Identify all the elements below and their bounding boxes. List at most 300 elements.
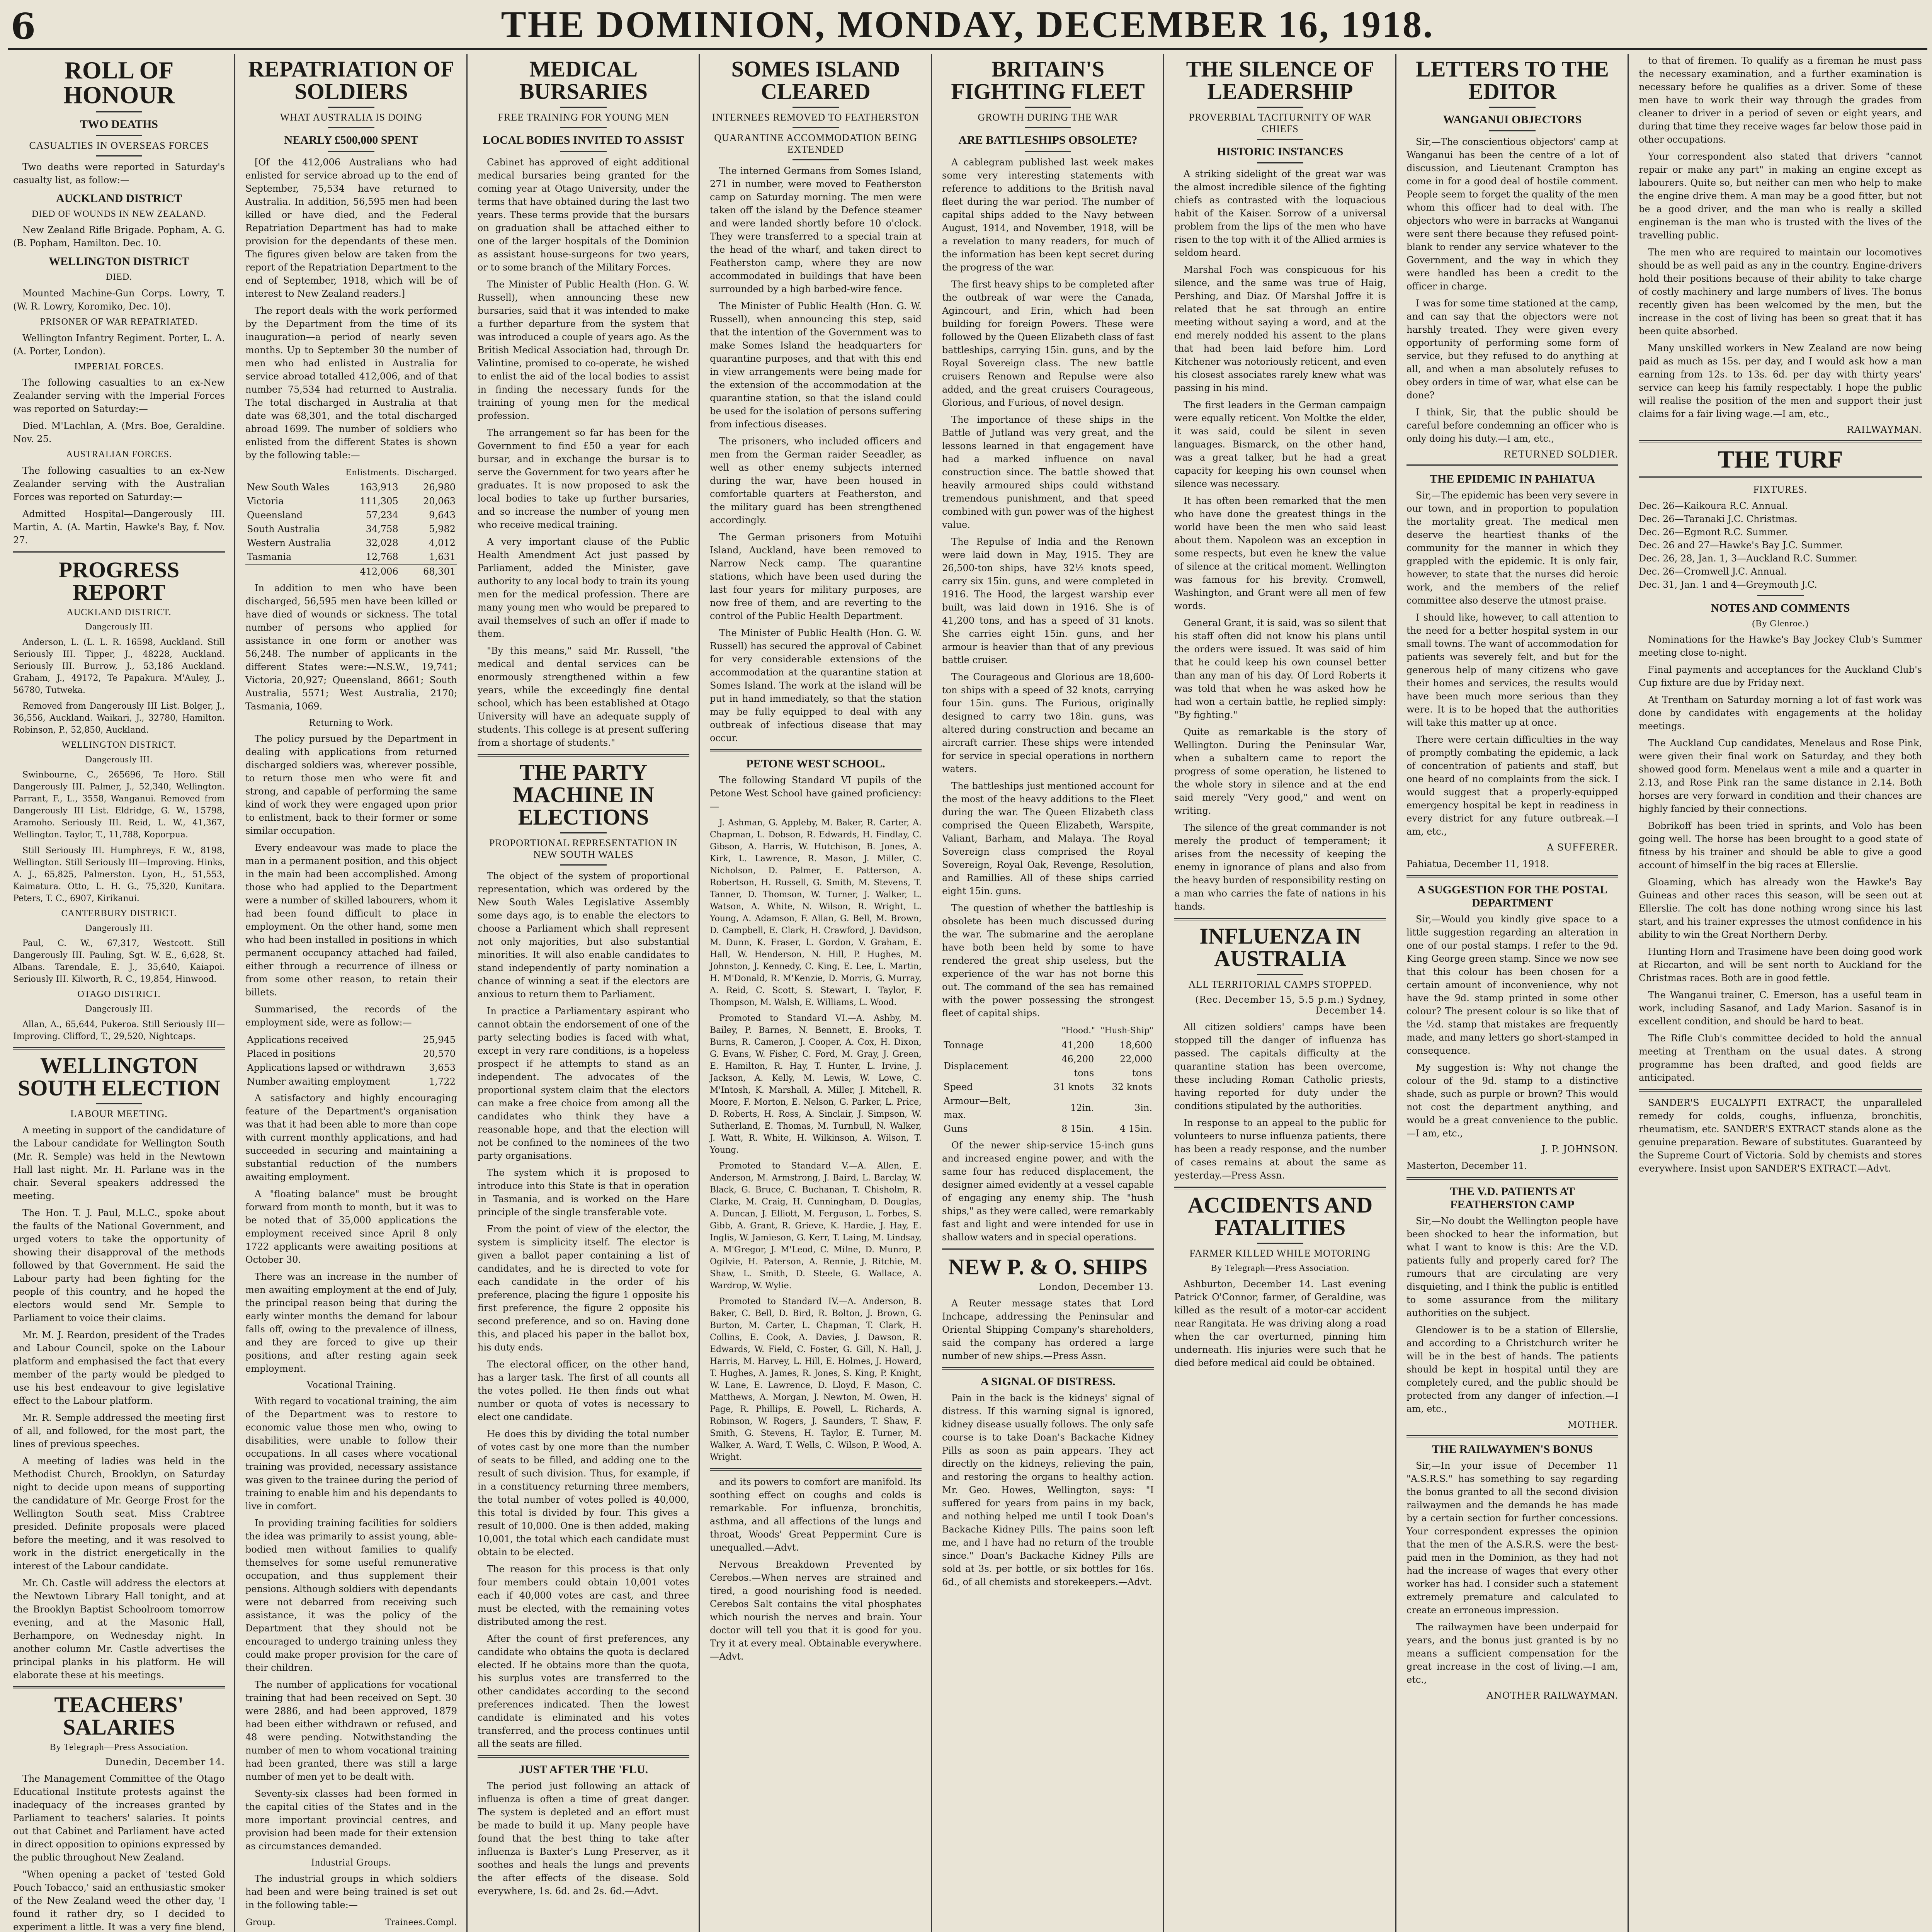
article-paragraph: My suggestion is: Why not change the colour of the 9d. stamp to a distinctive shade, such as purple or brown? This would not cost the department anything, and would be a great convenience to the public.—I am, etc.,	[1406, 1062, 1618, 1139]
fixture-item: Dec. 26—Taranaki J.C. Christmas.	[1639, 513, 1798, 524]
column-2	[240, 54, 463, 1932]
divider	[1406, 1435, 1618, 1437]
fixture-item: Dec. 26—Kaikoura R.C. Annual.	[1639, 500, 1788, 511]
table-cell: Tasmania	[247, 551, 292, 562]
section-subheading: WELLINGTON DISTRICT.	[61, 740, 177, 750]
article-paragraph: With regard to vocational training, the aim of the Department was to restore to economic value those men who, owing to disabilities, were unable to follow their occupations. In all cases where vocational training was provided, necessary assistance was given to the trainee during the period of training to enable him and his dependants to live in comfort.	[245, 1395, 457, 1512]
table-header-cell	[942, 1024, 1037, 1038]
table-cell: Applications lapsed or withdrawn	[247, 1062, 405, 1073]
table-row	[245, 550, 457, 564]
article-paragraph: The first heavy ships to be completed after the outbreak of war were the Canada, Agincourt, and Erin, which had been building for foreign Powers. These were followed by the Queen Elizabeth class of fast battleships, carrying 15in. guns, and by the Royal Sovereign class. The new battle cruisers Renown and Repulse were also added, and the great cruisers Courageous, Glorious, and Furious, of novel design.	[942, 279, 1154, 408]
table-row	[245, 494, 457, 508]
article-paragraph: Admitted Hospital—Dangerously III. Martin, A. (A. Martin, Hawke's Bay, f. Nov. 27.	[13, 508, 225, 546]
column-rule	[1628, 54, 1629, 1932]
table-cell: 57,234	[366, 509, 398, 520]
divider	[96, 155, 142, 156]
table-cell: 18,600	[1120, 1039, 1152, 1051]
divider	[96, 111, 142, 112]
table-cell: 4 15in.	[1119, 1123, 1152, 1134]
table-cell: 1,631	[429, 551, 456, 562]
column-rule	[466, 54, 468, 1932]
article-paragraph: All citizen soldiers' camps have been stopped till the danger of influenza has passed. The capitals difficulty at the quarantine station has been overcome, these including Roman Catholic priests, having reported for duty under the conditions stipulated by the authorities.	[1174, 1021, 1386, 1111]
article-deck: WHAT AUSTRALIA IS DOING	[280, 112, 423, 123]
divider	[1025, 127, 1071, 128]
fixture-item: Dec. 26—Cromwell J.C. Annual.	[1639, 566, 1787, 577]
column-rule	[931, 54, 932, 1932]
article-deck: LABOUR MEETING.	[70, 1108, 168, 1119]
article-paragraph: Final payments and acceptances for the Auckland Club's Cup fixture are due by Friday next.	[1639, 664, 1922, 689]
advertisement-text: The period just following an attack of influenza is often a time of great danger. The system is depleted and an effort must be made to build it up. Many people have found that the best thing to take after influenza is Baxter's Lung Preserver, as it soothes and heals the lungs and prevents the after effects of the disease. Sold everywhere, 1s. 6d. and 2s. 6d.—Advt.	[478, 1780, 689, 1896]
divider	[560, 127, 607, 128]
table-cell: 31 knots	[1053, 1081, 1094, 1092]
article-paragraph: Mr. R. Semple addressed the meeting first of all, and followed, for the most part, the lines of previous speeches.	[13, 1412, 225, 1449]
fixture-item: Dec. 26 and 27—Hawke's Bay J.C. Summer.	[1639, 539, 1843, 551]
article-paragraph: The report deals with the work performed by the Department from the time of its inauguration—a period of nearly seven months. Up to September 30 the number of men who had enlisted in Australia for service abroad totalled 412,006, and of that number 75,534 had returned to Australia. The total discharged in Australia at that date was 68,301, and the total discharged abroad 1699. The number of soldiers who enlisted from the different States is shown by the following table:—	[245, 305, 457, 461]
column-8	[1633, 54, 1927, 1932]
advertisement-text: Pain in the back is the kidneys' signal of distress. If this warning signal is ignored, kidney disease usually follows. The only safe course is to take Doan's Backache Kidney Pills as soon as pain appears. They act directly on the kidneys, relieving the pain, and restoring the organs to healthy action. Mr. Geo. Howes, Wellington, says: "I suffered for years from pains in my back, and nothing helped me until I took Doan's Backache Kidney Pills. The pains soon left me, and I have had no return of the trouble since." Doan's Backache Kidney Pills are sold at 3s. per bottle, or six bottles for 16s. 6d., of all chemists and storekeepers.—Advt.	[942, 1392, 1154, 1587]
table-cell: 412,006	[340, 564, 400, 578]
column-rule	[699, 54, 700, 1932]
table-cell	[245, 564, 340, 578]
table-row	[245, 536, 457, 550]
table-cell: 163,913	[360, 481, 398, 493]
table-cell: 3in.	[1134, 1102, 1152, 1113]
table-cell: 68,301	[400, 564, 457, 578]
table-row	[245, 1047, 457, 1061]
divider	[1406, 1177, 1618, 1180]
column-1	[8, 54, 230, 1932]
article-paragraph: The railwaymen have been underpaid for years, and the bonus just granted is by no means a sufficient compensation for the great increase in the cost of living.—I am, etc.,	[1406, 1622, 1618, 1685]
section-heading: WELLINGTON DISTRICT	[49, 255, 189, 268]
article-paragraph: A Reuter message states that Lord Inchcape, addressing the Peninsular and Oriental Shipping Company's shareholders, said the company has ordered a large number of new ships.—Press Assn.	[942, 1298, 1154, 1361]
section-subheading: CANTERBURY DISTRICT.	[61, 908, 177, 919]
letter-date: Masterton, December 11.	[1406, 1160, 1527, 1171]
article-headline: LETTERS TO THE EDITOR	[1416, 56, 1609, 104]
divider	[1257, 1243, 1303, 1244]
section-subheading: OTAGO DISTRICT.	[77, 989, 161, 1000]
table-header-row	[245, 466, 457, 480]
article-paragraph: The following casualties to an ex-New Zealander serving with the Australian Forces was reported on Saturday:—	[13, 465, 225, 502]
divider	[942, 1248, 1154, 1251]
divider	[560, 151, 607, 152]
article-paragraph: [Of the 412,006 Australians who had enlisted for service abroad up to the end of September, 75,534 have returned to Australia. In addition, 56,595 men had been killed or have died, and the Federal Repatriation Department has had to make provision for the dependants of these men. The figures given below are taken from the report of the Repatriation Department to the end of September, 1918, which will be of interest to New Zealand readers.]	[245, 156, 457, 299]
article-headline: SOMES ISLAND CLEARED	[731, 56, 900, 104]
column-7	[1401, 54, 1624, 1932]
table-cell: South Australia	[247, 523, 320, 534]
section-subheading: DIED.	[105, 272, 133, 282]
article-paragraph: A very important clause of the Public Health Amendment Act just passed by Parliament, added the Minister, gave authority to any local body to train its young men for the medical profession. There are many young men who would be prepared to avail themselves of such an offer if made to them.	[478, 536, 689, 639]
article-paragraph: The policy pursued by the Department in dealing with applications from returned discharged soldiers was, wherever possible, to return those men who were fit and strong, and capable of performing the same kind of work they were engaged upon prior to enlistment, back to their former or some similar occupation.	[245, 733, 457, 836]
section-subheading: AUCKLAND DISTRICT.	[66, 607, 172, 617]
name-list: Promoted to Standard VI.—A. Ashby, M. Bailey, P. Barnes, N. Bennett, E. Brooks, T. Burns, R. Cameron, J. Cooper, A. Cox, H. Dixon, G. Evans, W. Fisher, C. Ford, M. Gray, J. Green, E. Hamilton, R. Hay, T. Hunter, L. Irvine, J. Jackson, A. Kelly, M. Lewis, W. Lowe, C. M'Intosh, K. Marshall, A. Miller, J. Mitchell, R. Moore, F. Morton, E. Nelson, G. Parker, L. Price, D. Roberts, H. Ross, A. Sinclair, J. Simpson, W. Sutherland, E. Thomas, M. Turnbull, N. Walker, J. Watt, R. White, H. Wilkinson, A. Wilson, T. Young.	[710, 1013, 922, 1155]
article-headline: NEW P. & O. SHIPS	[948, 1254, 1148, 1279]
table-cell: 12,768	[366, 551, 398, 562]
table-header-cell: "Hood."	[1061, 1026, 1095, 1036]
section-subheading: Returning to Work.	[309, 716, 394, 728]
article-paragraph: The battleships just mentioned account for the most of the heavy additions to the Fleet during the war. The Queen Elizabeth class comprised the Queen Elizabeth, Warspite, Valiant, Barham, and Malaya. The Royal Sovereign class comprised the Royal Sovereign, Royal Oak, Revenge, Resolution, and Ramillies. All of these ships carried eight 15in. guns.	[942, 780, 1154, 896]
section-heading: THE EPIDEMIC IN PAHIATUA	[1429, 473, 1595, 485]
divider	[1639, 1089, 1922, 1092]
divider	[560, 832, 607, 833]
article-deck: INTERNEES REMOVED TO FEATHERSTON	[712, 112, 920, 123]
article-paragraph: Sir,—No doubt the Wellington people have been shocked to hear the information, but what I want to know is this: Are the V.D. patients fully and properly cared for? The rumours that are circulating are very disquieting, and I think the public is entitled to some assurance from the military authorities on the subject.	[1406, 1216, 1618, 1318]
table-row	[245, 522, 457, 536]
industrial-groups-table	[245, 1915, 457, 1932]
article-deck: TWO DEATHS	[80, 118, 158, 131]
article-paragraph: The men who are required to maintain our locomotives should be as well paid as any in the country. Engine-drivers hold their positions because of their ability to take charge of costly machinery and large numbers of lives. The bonus recently given has been welcomed by the men, but the increase in the cost of living has been so great that it has been quite absorbed.	[1639, 247, 1922, 337]
section-heading: AUCKLAND DISTRICT	[56, 192, 182, 205]
article-paragraph: A meeting of ladies was held in the Methodist Church, Brooklyn, on Saturday night to decide upon means of supporting the candidature of Mr. George Frost for the Wellington South seat. Miss Crabtree presided. Definite proposals were placed before the meeting, and it was resolved to work in the district energetically in the interest of the Labour candidate.	[13, 1455, 225, 1571]
article-paragraph: The German prisoners from Motuihi Island, Auckland, have been removed to Narrow Neck camp. The quarantine stations, which have been used during the last four years for military purposes, are now free of them, and are reverting to the control of the Public Health Department.	[710, 531, 922, 621]
article-paragraph: Every endeavour was made to place the man in a permanent position, and this object in the main had been accomplished. Among those who had applied to the Department were a number of skilled labourers, whom it had been found difficult to place in employment. On the other hand, some men who had been installed in positions in which permanent occupancy attached had failed, either through a recurrence of illness or from some other reason, to retain their billets.	[245, 842, 457, 998]
fixture-item: Dec. 31, Jan. 1 and 4—Greymouth J.C.	[1639, 579, 1817, 590]
article-paragraph: Anderson, L. (L. L. R. 16598, Auckland. Still Seriously III. Tipper, J., 48228, Auckland. Seriously III. Burrow, J., 53,186 Auckland. Graham, J., 49172, Te Papakura. M'Auley, J., 56780, Tutweka.	[13, 638, 225, 696]
article-dateline: London, December 13.	[1039, 1281, 1154, 1292]
divider	[710, 749, 922, 752]
advertisement-text: SANDER'S EUCALYPTI EXTRACT, the unparalleled remedy for colds, coughs, influenza, bronchitis, rheumatism, etc. SANDER'S EXTRACT stands alone as the genuine preparation. Beware of substitutes. Guaranteed by the Supreme Court of Victoria. Sold by chemists and stores everywhere. Insist upon SANDER'S EXTRACT.—Advt.	[1639, 1097, 1922, 1174]
article-paragraph: In addition to men who have been discharged, 56,595 men have been killed or have died of wounds or sickness. The total number of persons who applied for assistance in one form or another was 56,248. The number of applicants in the different States were:—N.S.W., 19,741; Victoria, 20,927; Queensland, 8661; South Australia, 5571; West Australia, 2170; Tasmania, 1069.	[245, 582, 457, 712]
advertisement-text: and its powers to comfort are manifold. Its soothing effect on coughs and colds is remarkable. For influenza, bronchitis, asthma, and all affections of the lungs and throat, Woods' Great Peppermint Cure is unequalled.—Advt.	[710, 1476, 922, 1553]
divider	[1257, 974, 1303, 975]
article-paragraph: I should like, however, to call attention to the need for a better hospital system in our small towns. The want of accommodation for patients was severely felt, and but for the generous help of many citizens who gave their homes and services, the results would have been much more serious than they were. It is to be hoped that the authorities will take this matter up at once.	[1406, 612, 1618, 728]
article-paragraph: He does this by dividing the total number of votes cast by one more than the number of seats to be filled, and adding one to the result of such division. Thus, for example, if in a constituency returning three members, the total number of votes polled is 40,000, this total is divided by four. This gives a result of 10,000. One is then added, making 10,001, the total which each candidate must obtain to be elected.	[478, 1428, 689, 1558]
table-row	[245, 1033, 457, 1047]
divider	[793, 107, 839, 108]
article-byline: By Telegraph—Press Association.	[1211, 1263, 1350, 1273]
article-paragraph: At Trentham on Saturday morning a lot of fast work was done by candidates with engagements at the holiday meetings.	[1639, 694, 1922, 732]
divider	[560, 864, 607, 866]
article-paragraph: The system which it is proposed to introduce into this State is that in operation in Tasmania, and is worked on the Hare principle of the single transferable vote.	[478, 1167, 689, 1218]
table-header-cell: Compl.	[426, 1917, 457, 1927]
article-paragraph: New Zealand Rifle Brigade. Popham, A. G. (B. Popham, Hamilton. Dec. 10.	[13, 224, 225, 249]
table-cell: 12in.	[1070, 1102, 1094, 1113]
section-heading: NOTES AND COMMENTS	[1711, 601, 1850, 614]
table-row	[245, 1930, 457, 1932]
letter-signature: RETURNED SOLDIER.	[1503, 449, 1618, 460]
article-headline: BRITAIN'S FIGHTING FLEET	[951, 56, 1145, 104]
table-cell: 5,982	[429, 523, 456, 534]
section-heading: PETONE WEST SCHOOL.	[746, 757, 885, 770]
article-paragraph: The first leaders in the German campaign were equally reticent. Von Moltke the elder, it was said, could be silent in seven languages. Bismarck, on the other hand, was a great talker, but he had a great capacity for keeping his own counsel when silence was necessary.	[1174, 399, 1386, 489]
article-paragraph: Still Seriously III. Humphreys, F. W., 8198, Wellington. Still Seriously III—Improving. Hinks, A. J., 65,825, Palmerston. Lyon, H., 51,553, Kaimatura. Otto, L. H. G., 75,320, Kunitara. Peters, T. C., 6907, Kirikanui.	[13, 846, 225, 904]
divider	[478, 754, 689, 757]
article-paragraph: The importance of these ships in the Battle of Jutland was very great, and the lessons learned in that engagement have had a marked influence on naval construction since. The battle showed that heavily armoured ships could withstand tremendous punishment, and that speed combined with gun power was of the highest value.	[942, 414, 1154, 530]
article-headline: TEACHERS' SALARIES	[54, 1692, 184, 1740]
article-paragraph: There were certain difficulties in the way of promptly combating the epidemic, a lack of concentration of patients and staff, but one heard of no complaints from the sick. I would suggest that a properly-equipped emergency hospital be kept in readiness in every district for any future outbreak.—I am, etc.,	[1406, 734, 1618, 837]
article-paragraph: I was for some time stationed at the camp, and can say that the objectors were not harshly treated. They were given every opportunity of performing some form of service, but they refused to do anything at all, and when a man absolutely refuses to obey orders in time of war, what else can be done?	[1406, 298, 1618, 401]
article-dateline: (Rec. December 15, 5.5 p.m.) Sydney, December 14.	[1195, 994, 1386, 1016]
table-header-cell: Group.	[246, 1917, 276, 1927]
name-list: Promoted to Standard V.—A. Allen, E. Anderson, M. Armstrong, J. Baird, L. Barclay, W. Black, G. Bruce, C. Buchanan, T. Chisholm, R. Clarke, M. Craig, H. Cunningham, D. Douglas, A. Duncan, J. Elliott, M. Ferguson, L. Forbes, S. Gibb, A. Grant, R. Grieve, K. Hardie, J. Hay, E. Inglis, W. Jamieson, G. Kerr, T. Laing, M. Lindsay, A. M'Gregor, J. M'Leod, C. Milne, D. Munro, P. Ogilvie, H. Paterson, A. Rennie, J. Ritchie, M. Shaw, L. Smith, D. Steele, G. Wallace, A. Wardrop, W. Wylie.	[710, 1161, 922, 1291]
section-subheading: Dangerously III.	[85, 923, 153, 933]
divider	[1757, 595, 1804, 596]
article-paragraph: General Grant, it is said, was so silent that his staff often did not know his plans until the orders were issued. It was said of him that he could keep his own counsel better than any man of his day. Of Lord Roberts it was told that when he was asked how he had won a certain battle, he replied simply: "By fighting."	[1174, 617, 1386, 720]
article-paragraph: Your correspondent also stated that drivers "cannot repair or make any part" in making an engine except as labourers. Quite so, but neither can men who help to make the engine drive them. A man may be a good fitter, but not be a good driver, and the man who is really a skilled engineman is the man who is trusted with the lives of the travelling public.	[1639, 151, 1922, 241]
article-paragraph: A meeting in support of the candidature of the Labour candidate for Wellington South (Mr. R. Semple) was held in the Newtown Hall last night. Mr. H. Parlane was in the chair. Several speakers addressed the meeting.	[13, 1124, 225, 1201]
article-paragraph: Marshal Foch was conspicuous for his silence, and the same was true of Haig, Pershing, and Diaz. Of Marshal Joffre it is related that he sat through an entire meeting without saying a word, and at the end merely nodded his assent to the plans that had been laid before him. Lord Kitchener was notoriously reticent, and even his closest associates rarely knew what was passing in his mind.	[1174, 264, 1386, 393]
table-cell: 46,200 tons	[1061, 1053, 1094, 1078]
article-paragraph: From the point of view of the elector, the system is simplicity itself. The elector is given a ballot paper containing a list of candidates, and he is directed to vote for each candidate in the order of his preference, placing the figure 1 opposite his first preference, the figure 2 opposite his second preference, and so on. Having done this, and placed his paper in the ballot box, his duty ends.	[478, 1223, 689, 1353]
table-header-cell: Enlistments.	[345, 468, 400, 478]
article-deck: FREE TRAINING FOR YOUNG MEN	[498, 112, 669, 123]
table-header-cell: "Hush-Ship"	[1100, 1026, 1153, 1036]
article-paragraph: Glendower is to be a station of Ellerslie, and according to a Christchurch writer he will be in the best of hands. The patients should be kept in hospital until they are completely cured, and the public should be protected from any danger of infection.—I am, etc.,	[1406, 1325, 1618, 1414]
divider	[1639, 476, 1922, 479]
table-cell: Queensland	[247, 509, 303, 520]
table-row	[245, 1075, 457, 1088]
article-paragraph: There was an increase in the number of men awaiting employment at the end of July, the principal reason being that during the early winter months the demand for labour falls off, owing to the prevalence of illness, and they are forced to give up their positions, and after resting again seek employment.	[245, 1271, 457, 1374]
article-paragraph: A striking sidelight of the great war was the almost incredible silence of the fighting chiefs as contrasted with the loquacious habit of the Kaiser. Sorrow of a universal problem from the lips of the men who have risen to the top with it of the Allied armies is seldom heard.	[1174, 168, 1386, 258]
table-header-row	[942, 1024, 1154, 1038]
article-headline: ACCIDENTS AND FATALITIES	[1187, 1192, 1373, 1240]
table-cell: 34,758	[366, 523, 398, 534]
table-cell: 41,200	[1061, 1039, 1094, 1051]
divider	[710, 1468, 922, 1471]
article-paragraph: "By this means," said Mr. Russell, "the medical and dental services can be enormously strengthened within a few years, while the exceedingly fine dental school, which has been established at Otago University will have an adequate supply of students. This college is at present suffering from a shortage of students."	[478, 645, 689, 748]
article-paragraph: The following casualties to an ex-New Zealander serving with the Imperial Forces was reported on Saturday:—	[13, 377, 225, 415]
table-cell: Number awaiting employment	[247, 1076, 390, 1087]
table-cell: 111,305	[360, 495, 398, 507]
divider	[328, 107, 374, 108]
article-paragraph: Seventy-six classes had been formed in the capital cities of the States and in the more important provincial centres, and provision had been made for their extension as circumstances demanded.	[245, 1788, 457, 1852]
article-paragraph: It has often been remarked that the men who have done the greatest things in the world have been the men who said least about them. Napoleon was an exception in some respects, but even he knew the value of silence at the critical moment. Wellington was famous for his brevity. Cromwell, Washington, and Grant were all men of few words.	[1174, 495, 1386, 611]
section-subheading: Dangerously III.	[85, 1004, 153, 1014]
divider	[13, 1047, 225, 1050]
table-cell: Speed	[944, 1081, 973, 1092]
article-deck: GROWTH DURING THE WAR	[978, 112, 1118, 123]
article-headline: ROLL OF HONOUR	[63, 56, 175, 109]
divider	[1174, 918, 1386, 920]
section-subheading: Industrial Groups.	[311, 1856, 391, 1868]
article-paragraph: Sir,—Would you kindly give space to a little suggestion regarding an alteration in one of our postal stamps. I refer to the 9d. King George green stamp. Since we now see that this colour has been chosen for a certain amount of inconvenience, why not have the 9d. stamp printed in some other colour? The present colour is so like that of the ½d. stamp that mistakes are frequently made, and many letters go short-stamped in consequence.	[1406, 914, 1618, 1056]
section-heading: THE RAILWAYMEN'S BONUS	[1432, 1443, 1593, 1456]
table-row	[245, 480, 457, 494]
column-rule	[1395, 54, 1396, 1932]
article-paragraph: Summarised, the records of the employment side, were as follow:—	[245, 1003, 457, 1028]
divider	[1025, 107, 1071, 108]
table-cell: 9,643	[429, 509, 456, 520]
fixture-item: Dec. 26—Egmont R.C. Summer.	[1639, 526, 1788, 537]
article-paragraph: The Wanganui trainer, C. Emerson, has a useful team in work, including Sasanof, and Lady Marion. Sasanof is in excellent condition, and should be hard to beat.	[1639, 990, 1922, 1027]
article-deck: PROVERBIAL TACITURNITY OF WAR CHIEFS	[1189, 112, 1372, 134]
section-subheading: PRISONER OF WAR REPATRIATED.	[40, 317, 198, 327]
divider	[793, 159, 839, 160]
divider	[1257, 107, 1303, 108]
article-paragraph: Two deaths were reported in Saturday's casualty list, as follow:—	[13, 161, 225, 185]
article-paragraph: In response to an appeal to the public for volunteers to nurse influenza patients, there has been a ready response, and the number of cases remains at about the same as yesterday.—Press Assn.	[1174, 1117, 1386, 1181]
column-5	[937, 54, 1159, 1932]
article-paragraph: Mounted Machine-Gun Corps. Lowry, T. (W. R. Lowry, Koromiko, Dec. 10).	[13, 288, 225, 312]
article-paragraph: The question of whether the battleship is obsolete has been much discussed during the war. The submarine and the aeroplane have both been held by some to have rendered the great ship useless, but the experience of the war has not borne this out. The command of the sea has remained with the power possessing the strongest fleet of capital ships.	[942, 902, 1154, 1019]
article-paragraph: The Courageous and Glorious are 18,600-ton ships with a speed of 32 knots, carrying four 15in. guns. The Furious, originally designed to carry two 18in. guns, was altered during construction and became an aircraft carrier. These ships were intended for service in special operations in northern waters.	[942, 671, 1154, 774]
article-paragraph: The interned Germans from Somes Island, 271 in number, were moved to Featherston camp on Saturday morning. The men were taken off the island by the Defence steamer and were landed shortly before 10 o'clock. They were transferred to a special train at the head of the wharf, and taken direct to Featherston camp, where they are now accommodated in buildings that have been surrounded by a high barbed-wire fence.	[710, 165, 922, 294]
table-cell: Victoria	[247, 495, 284, 507]
table-row	[942, 1122, 1154, 1136]
divider	[1257, 162, 1303, 163]
table-row	[942, 1038, 1154, 1052]
article-paragraph: Many unskilled workers in New Zealand are now being paid as much as 15s. per day, and I would ask how a man earning from 12s. to 13s. 6d. per day with thirty years' service can keep his family respectably. I hope the public will realise the position of the men and support their just claims for a fair living wage.—I am, etc.,	[1639, 343, 1922, 419]
enlistments-table	[245, 466, 457, 578]
divider	[13, 1686, 225, 1689]
column-3	[472, 54, 695, 1932]
article-paragraph: The arrangement so far has been for the Government to find £50 a year for each bursar, and in exchange the bursar is to serve the Government for two years after he graduates. It is now proposed to ask the local bodies to take up further bursaries, and so increase the number of young men who receive medical training.	[478, 427, 689, 530]
letter-signature: A SUFFERER.	[1547, 842, 1618, 853]
table-row	[942, 1094, 1154, 1122]
divider	[328, 127, 374, 128]
section-subheading: DIED OF WOUNDS IN NEW ZEALAND.	[32, 209, 206, 219]
divider	[478, 1755, 689, 1758]
fixture-item: Dec. 26, 28, Jan. 1, 3—Auckland R.C. Summer.	[1639, 553, 1857, 564]
article-deck: PROPORTIONAL REPRESENTATION IN NEW SOUTH WALES	[489, 837, 678, 860]
divider	[1406, 875, 1618, 878]
article-paragraph: The following Standard VI pupils of the Petone West School have gained proficiency:—	[710, 774, 922, 812]
table-header-cell: Discharged.	[405, 468, 457, 478]
advertisement-text: "When opening a packet of 'tested Gold Pouch Tobacco,' said an enthusiastic smoker of the New Zealand weed the other day, 'I found it rather dry, so I decided to experiment a little. It was a very fine blend,	[13, 1869, 225, 1932]
section-heading: THE V.D. PATIENTS AT FEATHERSTON CAMP	[1450, 1185, 1575, 1211]
column-rule	[234, 54, 235, 1932]
article-headline: REPATRIATION OF SOLDIERS	[248, 56, 454, 104]
table-cell: 26,980	[423, 481, 456, 493]
divider	[1174, 1187, 1386, 1189]
article-paragraph: Hunting Horn and Trasimene have been doing good work at Riccarton, and will be sent north to Auckland for the Christmas races. Both are in good fettle.	[1639, 946, 1922, 984]
article-paragraph: Cabinet has approved of eight additional medical bursaries being granted for the coming year at Otago University, under the terms that have obtained during the last two years. These terms provide that the bursars on graduation shall be attached either to one of the larger hospitals of the Dominion as assistant house-surgeons for two years, or to some branch of the Military Forces.	[478, 156, 689, 273]
table-header-row	[245, 1915, 457, 1930]
table-header-cell: Trainees.	[385, 1917, 425, 1927]
article-paragraph: Ashburton, December 14. Last evening Patrick O'Connor, farmer, of Geraldine, was killed as the result of a motor-car accident near Rangitata. He was driving along a road when the car overturned, pinning him underneath. His injuries were such that he died before medical aid could be obtained.	[1174, 1279, 1386, 1369]
article-paragraph: Removed from Dangerously III List. Bolger, J., 36,556, Auckland. Waikari, J., 32780, Hamilton. Robinson, P., 52,850, Auckland.	[13, 701, 225, 735]
article-headline: MEDICAL BURSARIES	[519, 56, 648, 104]
table-cell: Displacement	[944, 1060, 1008, 1071]
article-paragraph: Sir,—The conscientious objectors' camp at Wanganui has been the centre of a lot of discussion, and Lieutenant Crampton has come in for a good deal of hostile comment. People seem to forget the quality of the men whom this officer had to deal with. The objectors who were in barracks at Wanganui were sent there because they refused point-blank to render any service whatever to the Government, and the way in which they were handled has been a credit to the officer in charge.	[1406, 136, 1618, 292]
divider	[560, 107, 607, 108]
table-row	[245, 1061, 457, 1075]
article-kicker: ARE BATTLESHIPS OBSOLETE?	[958, 133, 1138, 146]
article-deck: WANGANUI OBJECTORS	[1443, 113, 1582, 126]
article-kicker: CASUALTIES IN OVERSEAS FORCES	[29, 140, 209, 151]
article-paragraph: The Minister of Public Health (Hon. G. W. Russell), when announcing this step, said that the intention of the Government was to make Somes Island the headquarters for quarantine purposes, and that with this end in view arrangements were being made for the extension of the accommodation at the quarantine station, so that the island could be used for the isolation of persons suffering from infectious diseases.	[710, 300, 922, 430]
divider	[942, 1367, 1154, 1370]
section-heading: JUST AFTER THE 'FLU.	[519, 1763, 648, 1776]
section-subheading: Dangerously III.	[85, 622, 153, 632]
section-subheading: AUSTRALIAN FORCES.	[66, 449, 172, 460]
page-number: 6	[11, 5, 36, 47]
article-paragraph: Quite as remarkable is the story of Wellington. During the Peninsular War, when a subaltern came to report the progress of some operation, he listened to the whole story in silence and at the end said merely "Very good," and went on writing.	[1174, 726, 1386, 816]
article-paragraph: A satisfactory and highly encouraging feature of the Department's organisation was that it had been able to more than cope with current monthly applications, and had succeeded in securing and maintaining a substantial reduction of the numbers awaiting employment.	[245, 1092, 457, 1182]
article-paragraph: The Minister of Public Health (Hon. G. W. Russell), when announcing these new bursaries, said that it was intended to make a further departure from the system that was introduced a couple of years ago. As the British Medical Association had, through Dr. Valintine, promised to co-operate, he wished to enlist the aid of the local bodies to assist in finding the necessary funds for the training of young men for the medical profession.	[478, 279, 689, 421]
article-kicker: HISTORIC INSTANCES	[1217, 145, 1344, 158]
article-deck: ALL TERRITORIAL CAMPS STOPPED.	[1188, 978, 1372, 990]
table-cell: 32,028	[366, 537, 398, 548]
article-paragraph: The Management Committee of the Otago Educational Institute protests against the inadequacy of the increases granted by Parliament to teachers' salaries. It points out that Cabinet and Parliament have acted in direct opposition to opinions expressed by the public throughout New Zealand.	[13, 1773, 225, 1863]
section-subheading: FIXTURES.	[1753, 484, 1808, 495]
article-kicker: NEARLY £500,000 SPENT	[284, 133, 418, 146]
article-paragraph: The reason for this process is that only four members could obtain 10,001 votes each if 40,000 votes are cast, and three must be elected, with the remaining votes distributed among the rest.	[478, 1563, 689, 1627]
table-cell: 22,000 tons	[1120, 1053, 1152, 1078]
divider	[96, 135, 142, 136]
article-paragraph: In providing training facilities for soldiers the idea was primarily to assist young, able-bodied men without families to qualify themselves for some useful remunerative occupation, and thus supplement their pensions. Although soldiers with dependants were not debarred from receiving such assistance, it was the policy of the Department that they should not be encouraged to undergo training unless they could make proper provision for the care of their children.	[245, 1517, 457, 1673]
column-6	[1169, 54, 1391, 1932]
column-4	[704, 54, 927, 1932]
table-cell: New South Wales	[247, 481, 330, 493]
article-headline: THE SILENCE OF LEADERSHIP	[1186, 56, 1374, 104]
article-paragraph: In practice a Parliamentary aspirant who cannot obtain the endorsement of one of the party selecting bodies is faced with what, except in very rare conditions, is a hopeless prospect if he attempts to stand as an independent. The advocates of the proportional system claim that the electors can make a free choice from among all the candidates who think they have a reasonable hope, and that the election will not be confined to the nominees of the two party organisations.	[478, 1005, 689, 1161]
article-paragraph: Mr. M. J. Reardon, president of the Trades and Labour Council, spoke on the Labour platform and emphasised the fact that every member of the party would be pledged to use his best endeavour to give legislative effect to the Labour platform.	[13, 1329, 225, 1406]
advertisement-text: Nervous Breakdown Prevented by Cerebos.—When nerves are strained and tired, a good nourishing food is needed. Cerebos Salt contains the vital phosphates which nourish the nerves and brain. Your doctor will tell you that it is good for you. Try it at every meal. Obtainable everywhere.—Advt.	[710, 1559, 922, 1662]
article-paragraph: A cablegram published last week makes some very interesting statements with reference to additions to the British naval fleet during the war period. The number of capital ships added to the Navy between August, 1914, and November, 1918, will be a revelation to many readers, for much of the information has been kept secret during the progress of the war.	[942, 156, 1154, 273]
table-total-row	[245, 564, 457, 578]
article-dateline: Dunedin, December 14.	[105, 1757, 225, 1768]
table-row	[942, 1052, 1154, 1080]
article-paragraph: Allan, A., 65,644, Pukeroa. Still Seriously III—Improving. Clifford, T., 29,520, Nightcaps.	[13, 1019, 225, 1041]
table-cell	[426, 1930, 457, 1932]
table-cell: Tonnage	[944, 1039, 984, 1051]
section-subheading: IMPERIAL FORCES.	[74, 361, 164, 372]
article-deck: FARMER KILLED WHILE MOTORING	[1189, 1247, 1371, 1259]
article-paragraph: The Minister of Public Health (Hon. G. W. Russell) has secured the approval of Cabinet for very considerable extensions of the accommodation at the quarantine station at Somes Island. The work at the island will be put in hand immediately, so that the station may be fully equipped to deal with any outbreak of infectious disease that may occur.	[710, 627, 922, 743]
divider	[1025, 151, 1071, 152]
table-cell: Placed in positions	[247, 1048, 335, 1059]
letter-date: Pahiatua, December 11, 1918.	[1406, 859, 1549, 869]
article-paragraph: Sir,—The epidemic has been very severe in our town, and in proportion to population the mortality great. The medical men deserve the heartiest thanks of the community for the manner in which they grappled with the epidemic. It is only fair, however, to state that the nurses did heroic work, and the members of the relief committee also deserve the utmost praise.	[1406, 490, 1618, 606]
divider	[1639, 440, 1922, 442]
divider	[1257, 139, 1303, 140]
divider	[13, 551, 225, 554]
article-paragraph: Died. M'Lachlan, A. (Mrs. Boe, Geraldine. Nov. 25.	[13, 420, 225, 445]
table-row	[245, 508, 457, 522]
article-paragraph: Sir,—In your issue of December 11 "A.S.R.S." has something to say regarding the bonus granted to all the second division railwaymen and the demands he has made by a certain section for further concessions. Your correspondent expresses the opinion that the men of the A.S.R.S. were the best-paid men in the Dominion, as they had not had the increase of wages that every other worker has had. I consider such a statement extremely premature and calculated to create an erroneous impression.	[1406, 1460, 1618, 1616]
section-heading: A SIGNAL OF DISTRESS.	[980, 1375, 1116, 1388]
name-list: J. Ashman, G. Appleby, M. Baker, R. Carter, A. Chapman, L. Dobson, R. Edwards, H. Findlay, C. Gibson, A. Harris, W. Hutchison, B. Jones, A. Kirk, L. Lawrence, R. Mason, J. Miller, C. Nicholson, D. Palmer, E. Patterson, A. Robertson, H. Russell, G. Smith, M. Stevens, T. Tanner, D. Thomson, W. Turner, J. Walker, L. Watson, A. White, N. Wilson, R. Wright, L. Young, A. Adamson, F. Allan, G. Bell, M. Brown, D. Campbell, E. Clark, H. Crawford, J. Davidson, M. Dunn, K. Fraser, L. Gordon, V. Graham, E. Hall, W. Henderson, N. Hill, P. Hughes, M. Johnston, J. Kennedy, C. King, E. Lee, L. Martin, H. M'Donald, R. M'Kenzie, D. Morris, G. Murray, A. Reid, C. Scott, S. Stewart, I. Taylor, F. Thompson, M. Walsh, E. Williams, L. Wood.	[710, 818, 922, 1007]
article-paragraph: Nominations for the Hawke's Bay Jockey Club's Summer meeting close to-night.	[1639, 634, 1922, 658]
letter-signature: RAILWAYMAN.	[1847, 424, 1922, 435]
article-paragraph: The Repulse of India and the Renown were laid down in May, 1915. They are 26,500-ton ships, have 32½ knots speed, carry six 15in. guns, and were completed in 1916. The Hood, the largest warship ever built, was laid down in 1916. She is of 41,200 tons, and has a speed of 31 knots. She carries eight 15in. guns, and her armour is heavier than that of any previous battle cruiser.	[942, 536, 1154, 665]
divider	[328, 151, 374, 152]
article-paragraph: to that of firemen. To qualify as a fireman he must pass the necessary examination, and a further examination is necessary before he qualifies as a driver. Some of these men have to work their way through the grades from cleaner to driver in a period of seven or eight years, and during that time they receive wages far below those paid in other occupations.	[1639, 55, 1922, 145]
article-paragraph: The Rifle Club's committee decided to hold the annual meeting at Trentham on the usual dates. A strong programme has been drafted, and good fields are anticipated.	[1639, 1033, 1922, 1083]
article-headline: WELLINGTON SOUTH ELECTION	[18, 1053, 220, 1100]
divider	[793, 127, 839, 128]
article-headline: PROGRESS REPORT	[58, 557, 180, 605]
table-cell	[245, 1930, 385, 1932]
article-paragraph: The number of applications for vocational training that had been received on Sept. 30 were 2886, and had been approved, 1879 had been either withdrawn or refused, and 48 were pending. Notwithstanding the number of men to whom vocational training had been granted, there was still a large number of men yet to be dealt with.	[245, 1679, 457, 1782]
table-cell: Western Australia	[247, 537, 331, 548]
article-byline: (By Glenroe.)	[1752, 618, 1809, 629]
table-cell: 3,653	[429, 1062, 456, 1073]
article-paragraph: The industrial groups in which soldiers had been and were being trained is set out in the following table:—	[245, 1873, 457, 1910]
article-paragraph: The object of the system of proportional representation, which was ordered by the New South Wales Legislative Assembly some days ago, is to enable the electors to choose a Parliament which shall represent not only majorities, but also substantial minorities. It will also enable candidates to stand independently of party nomination a chance of winning a seat if the electors are anxious to return them to Parliament.	[478, 870, 689, 1000]
article-kicker: QUARANTINE ACCOMMODATION BEING EXTENDED	[714, 132, 917, 155]
letter-signature: ANOTHER RAILWAYMAN.	[1486, 1690, 1618, 1701]
masthead-title: THE DOMINION, MONDAY, DECEMBER 16, 1918.	[501, 4, 1434, 46]
name-list: Promoted to Standard IV.—A. Anderson, B. Baker, C. Bell, D. Bird, R. Bolton, J. Brown, G. Burton, M. Carter, L. Chapman, T. Clark, H. Collins, E. Cook, A. Davies, J. Dawson, R. Edwards, W. Field, C. Foster, G. Gill, N. Hall, J. Harris, M. Harvey, L. Hill, E. Holmes, J. Howard, T. Hughes, A. James, R. Jones, S. King, P. Knight, W. Lane, E. Lawrence, D. Lloyd, F. Mason, C. Matthews, A. Morgan, J. Newton, M. Owen, H. Page, R. Phillips, E. Powell, L. Richards, A. Robinson, W. Rogers, J. Saunders, T. Shaw, F. Smith, G. Stevens, H. Taylor, E. Turner, M. Walker, A. Ward, T. Wells, C. Wilson, P. Wood, A. Wright.	[710, 1296, 922, 1462]
table-cell: 25,945	[423, 1034, 456, 1045]
table-header-cell	[245, 466, 340, 480]
table-cell	[385, 1930, 426, 1932]
divider	[1406, 464, 1618, 467]
article-paragraph: The prisoners, who included officers and men from the German raider Seeadler, as well as other enemy subjects interned during the war, have been housed in comfortable quarters at Featherston, and the military guard has been strengthened accordingly.	[710, 435, 922, 526]
section-heading: A SUGGESTION FOR THE POSTAL DEPARTMENT	[1417, 883, 1608, 909]
article-paragraph: Of the newer ship-service 15-inch guns and increased engine power, and with the same four has reduced displacement, the designer aimed evidently at a vessel capable of engaging any enemy ship. The "hush ships," as they were called, were remarkably fast and light and were intended for use in shallow waters and in special operations.	[942, 1139, 1154, 1243]
article-paragraph: After the count of first preferences, any candidate who obtains the quota is declared elected. If he obtains more than the quota, his surplus votes are transferred to the other candidates according to the second preferences indicated. Then the lowest candidate is eliminated and his votes transferred, and the process continues until all the seats are filled.	[478, 1633, 689, 1749]
table-cell: 20,063	[423, 495, 456, 507]
ship-comparison-table	[942, 1024, 1154, 1136]
article-headline: THE TURF	[1718, 446, 1843, 473]
letter-signature: MOTHER.	[1567, 1419, 1618, 1430]
table-cell: 1,722	[429, 1076, 456, 1087]
table-cell: Applications received	[247, 1034, 349, 1045]
article-paragraph: The Auckland Cup candidates, Menelaus and Rose Pink, were given their final work on Saturday, and they both showed good form. Menelaus went a mile and a quarter in 2.13, and Rose Pink ran the same distance in 2.14. Both horses are very forward in condition and their chances are highly fancied by their connections.	[1639, 738, 1922, 815]
article-paragraph: I think, Sir, that the public should be careful before condemning an officer who is only doing his duty.—I am, etc.,	[1406, 407, 1618, 444]
